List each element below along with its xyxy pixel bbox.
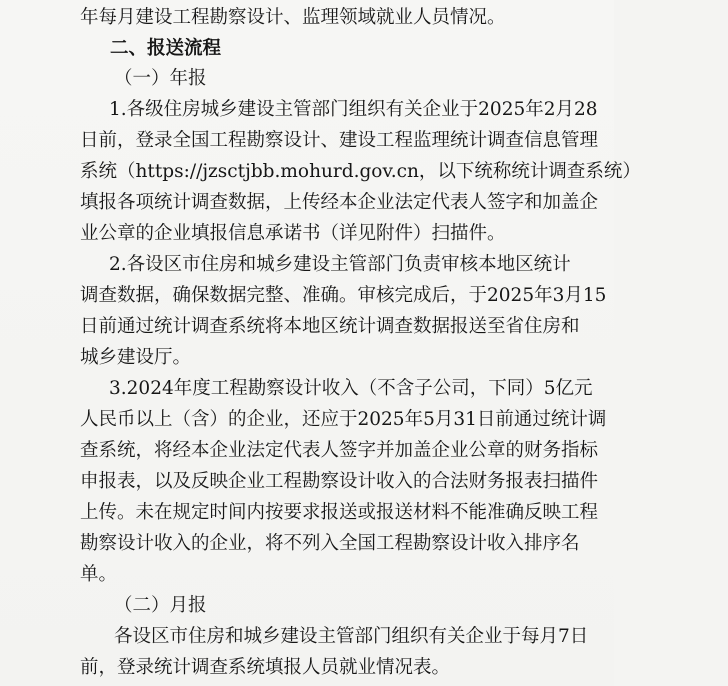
subsection-heading-monthly-report: （二）月报	[114, 595, 207, 616]
paragraph-3-line-6: 勘察设计收入的企业，将不列入全国工程勘察设计收入排序名	[80, 533, 580, 554]
paragraph-2-line-3: 日前通过统计调查系统将本地区统计调查数据报送至省住房和	[80, 316, 580, 337]
paragraph-2-line-4: 城乡建设厅。	[80, 347, 192, 368]
paragraph-line-continuation: 年每月建设工程勘察设计、监理领域就业人员情况。	[80, 7, 506, 28]
paragraph-3-line-7: 单。	[80, 564, 118, 585]
paragraph-2-line-2: 调查数据，确保数据完整、准确。审核完成后，于2025年3月15	[80, 285, 607, 306]
paragraph-3-line-1: 3.2024年度工程勘察设计收入（不含子公司，下同）5亿元	[109, 378, 593, 399]
paragraph-1-line-5: 业公章的企业填报信息承诺书（详见附件）扫描件。	[80, 223, 506, 244]
paragraph-2-line-1: 2.各设区市住房和城乡建设主管部门负责审核本地区统计	[109, 254, 571, 275]
paragraph-3-line-5: 上传。未在规定时间内按要求报送或报送材料不能准确反映工程	[80, 502, 599, 523]
paragraph-1-line-4: 填报各项统计调查数据，上传经本企业法定代表人签字和加盖企	[80, 192, 599, 213]
paragraph-1-line-3: 系统（https://jzsctjbb.mohurd.gov.cn，以下统称统计调查系统）	[80, 161, 641, 182]
subsection-heading-annual-report: （一）年报	[114, 68, 207, 89]
paragraph-1-line-2: 日前，登录全国工程勘察设计、建设工程监理统计调查信息管理	[80, 130, 599, 151]
section-heading-submission-process: 二、报送流程	[110, 38, 222, 59]
paragraph-1-line-1: 1.各级住房城乡建设主管部门组织有关企业于2025年2月28	[109, 99, 598, 120]
paragraph-3-line-4: 申报表，以及反映企业工程勘察设计收入的合法财务报表扫描件	[80, 471, 599, 492]
paragraph-4-line-2: 前，登录统计调查系统填报人员就业情况表。	[80, 657, 451, 678]
paragraph-3-line-2: 人民币以上（含）的企业，还应于2025年5月31日前通过统计调	[80, 409, 607, 430]
paragraph-4-line-1: 各设区市住房和城乡建设主管部门组织有关企业于每月7日	[114, 626, 589, 647]
paragraph-3-line-3: 查系统，将经本企业法定代表人签字并加盖企业公章的财务指标	[80, 440, 599, 461]
